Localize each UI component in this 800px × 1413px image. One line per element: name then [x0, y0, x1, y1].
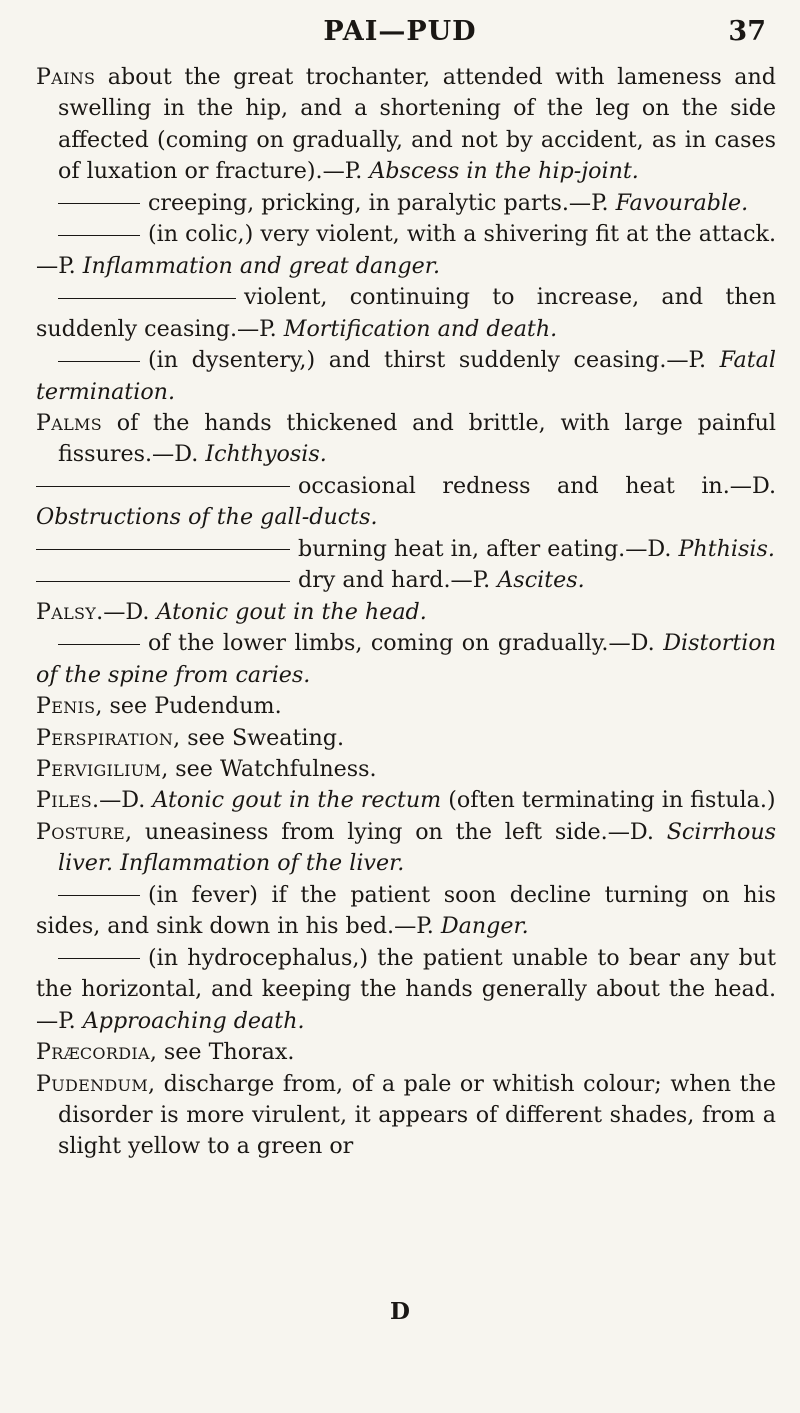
- headword: Præcordia: [36, 1039, 150, 1066]
- ditto-dash: [58, 298, 236, 299]
- ditto-dash: [58, 958, 140, 959]
- entry-text: , see Sweating.: [173, 724, 345, 751]
- entry-text: creeping, pricking, in paralytic parts.—P.: [148, 189, 616, 216]
- entry-text: , uneasiness from lying on the left side.—D.: [125, 818, 667, 845]
- headword: Posture: [36, 818, 125, 845]
- headword: Pains: [36, 64, 96, 90]
- entry-posture: [36, 817, 776, 880]
- entry-posture-hydrocephalus: [36, 943, 776, 1037]
- entry-diagnosis: Favourable.: [615, 189, 749, 216]
- entry-pains-dysentery: [36, 345, 776, 408]
- entry-diagnosis: Mortification and death.: [283, 315, 558, 342]
- entry-palms: [36, 408, 776, 471]
- entry-text: , discharge from, of a pale or whitish colour; when the disorder is more virulent, it appears of different shades, from a slight yellow to a green or: [58, 1070, 776, 1160]
- ditto-dash: [58, 203, 140, 204]
- entry-pudendum: [36, 1069, 776, 1163]
- entry-palsy: [36, 597, 776, 628]
- entry-text: , see Thorax.: [149, 1039, 295, 1066]
- entry-perspiration: [36, 723, 776, 754]
- dictionary-entries: [36, 62, 776, 1163]
- headword: Palms: [36, 409, 102, 436]
- entry-pervigilium: [36, 754, 776, 785]
- ditto-dash: [58, 644, 140, 645]
- entry-pains-colic: [36, 219, 776, 282]
- headword: Piles: [36, 787, 93, 814]
- entry-text: violent, continuing to increase, and then suddenly ceasing.—P.: [36, 284, 776, 342]
- entry-palms-burning: [36, 534, 776, 565]
- entry-text: (in dysentery,) and thirst suddenly ceasing.—P.: [148, 347, 720, 374]
- entry-text: .—D.: [96, 598, 157, 625]
- entry-diagnosis: Ichthyosis.: [205, 441, 327, 468]
- entry-diagnosis: Phthisis.: [678, 535, 775, 562]
- ditto-dash: [58, 895, 140, 896]
- entry-penis: [36, 691, 776, 722]
- ditto-dash: [58, 235, 140, 236]
- entry-praecordia: [36, 1037, 776, 1068]
- ditto-dash: [58, 361, 140, 362]
- entry-text: of the hands thickened and brittle, with large painful fissures.—D.: [58, 409, 776, 468]
- headword: Penis: [36, 693, 96, 720]
- entry-text: dry and hard.—P.: [298, 567, 498, 594]
- entry-diagnosis: Distortion of the spine from caries.: [36, 630, 776, 688]
- entry-diagnosis: Abscess in the hip-joint.: [369, 158, 639, 185]
- entry-diagnosis: Fatal termination.: [36, 347, 776, 405]
- entry-diagnosis: Scirrhous liver. Inflammation of the liver.: [58, 818, 776, 877]
- entry-text: (in hydrocephalus,) the patient unable to bear any but the horizontal, and keeping the hands generally about the head.—P.: [36, 944, 776, 1034]
- entry-piles: [36, 785, 776, 816]
- entry-text: about the great trochanter, attended with lameness and swelling in the hip, and a shortening of the leg on the side affected (coming on gradually, and not by accident, as in cases of luxation or fracture).—P.: [58, 64, 776, 185]
- entry-palsy-lower-limbs: [36, 628, 776, 691]
- page-header: [0, 14, 800, 54]
- entry-palms-dry: [36, 565, 776, 596]
- entry-pains-creeping: [36, 188, 776, 219]
- entry-text: (in fever) if the patient soon decline turning on his sides, and sink down in his bed.—P.: [36, 881, 776, 940]
- entry-pains: [36, 62, 776, 188]
- entry-diagnosis: Obstructions of the gall-ducts.: [36, 504, 378, 531]
- headword: Pudendum: [36, 1070, 149, 1097]
- headword: Palsy: [36, 598, 97, 625]
- entry-text: occasional redness and heat in.—D.: [298, 472, 776, 499]
- headword: Pervigilium: [36, 755, 162, 782]
- entry-pains-violent: [36, 282, 776, 345]
- ditto-dash: [36, 486, 290, 487]
- entry-text: (in colic,) very violent, with a shivering fit at the attack.—P.: [36, 221, 776, 279]
- entry-diagnosis: Atonic gout in the head.: [156, 598, 427, 625]
- signature-mark: D: [390, 1298, 410, 1325]
- page-number: 37: [728, 16, 766, 47]
- entry-posture-fever: [36, 880, 776, 943]
- entry-text: of the lower limbs, coming on gradually.—D.: [148, 630, 664, 657]
- entry-palms-redness: [36, 471, 776, 534]
- ditto-dash: [36, 581, 290, 582]
- entry-text: .—D.: [92, 787, 153, 814]
- entry-text: , see Pudendum.: [95, 693, 282, 720]
- entry-diagnosis: Danger.: [440, 913, 529, 940]
- running-head: PAI—PUD: [323, 16, 477, 47]
- entry-diagnosis: Approaching death.: [82, 1007, 305, 1034]
- entry-diagnosis: Ascites.: [497, 567, 585, 594]
- entry-text: (often terminating in fistula.): [441, 787, 776, 814]
- entry-diagnosis: Inflammation and great danger.: [82, 252, 441, 279]
- entry-text: burning heat in, after eating.—D.: [298, 535, 679, 562]
- headword: Perspiration: [36, 724, 174, 751]
- entry-text: , see Watchfulness.: [161, 755, 377, 782]
- ditto-dash: [36, 549, 290, 550]
- entry-diagnosis: Atonic gout in the rectum: [152, 787, 442, 814]
